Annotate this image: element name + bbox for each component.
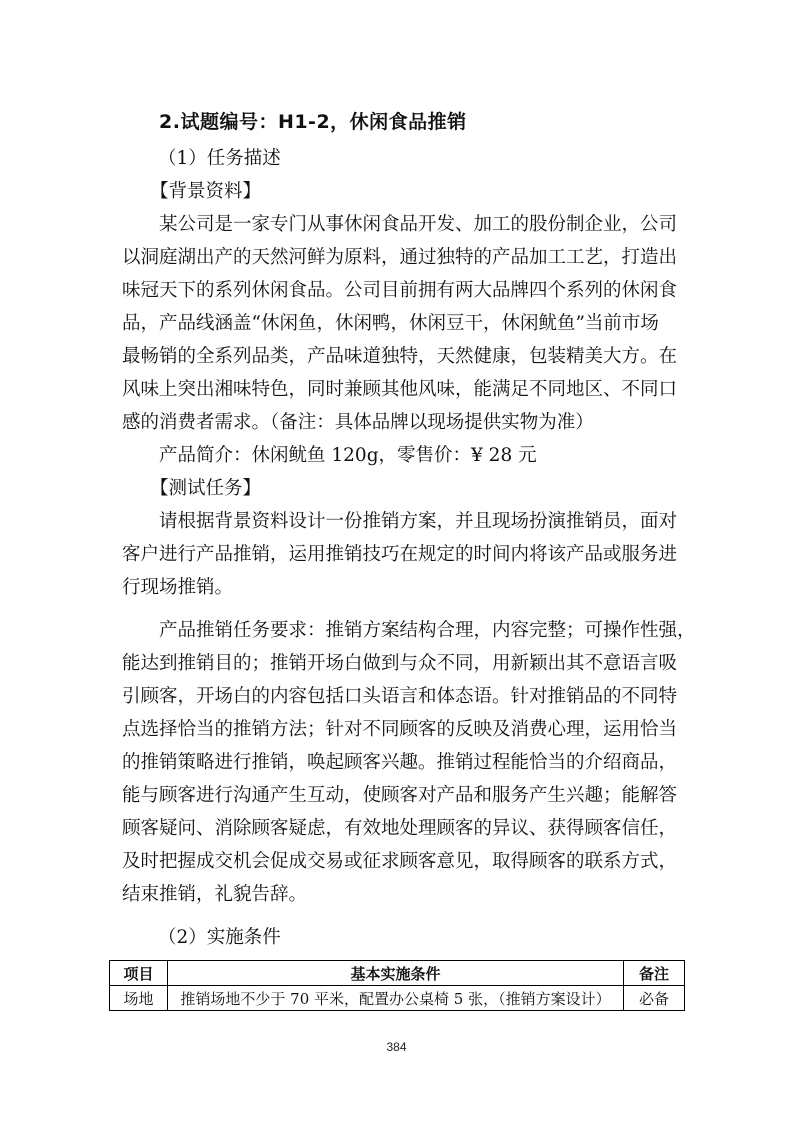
requirement-line: 顾客疑问、消除顾客疑虑，有效地处理顾客的异议、获得顾客信任， xyxy=(122,818,678,839)
table-cell: 场地 xyxy=(110,986,168,1011)
requirement-line: 的推销策略进行推销，唤起顾客兴趣。推销过程能恰当的介绍商品， xyxy=(122,752,678,773)
background-line: 以洞庭湖出产的天然河鲜为原料，通过独特的产品加工工艺，打造出 xyxy=(122,247,678,268)
page-number: 384 xyxy=(386,1040,407,1054)
requirement-line: 产品推销任务要求：推销方案结构合理，内容完整；可操作性强， xyxy=(159,620,696,641)
requirement-line: 点选择恰当的推销方法；针对不同顾客的反映及消费心理，运用恰当 xyxy=(122,719,678,740)
table-header-cell: 基本实施条件 xyxy=(168,961,624,986)
requirement-line: 及时把握成交机会促成交易或征求顾客意见，取得顾客的联系方式， xyxy=(122,851,678,872)
table-cell: 推销场地不少于 70 平米，配置办公桌椅 5 张，（推销方案设计） xyxy=(168,986,624,1011)
background-label: 【背景资料】 xyxy=(150,181,262,202)
background-line: 某公司是一家专门从事休闲食品开发、加工的股份制企业，公司 xyxy=(159,214,678,235)
table-header-cell: 项目 xyxy=(110,961,168,986)
product-intro: 产品简介：休闲鱿鱼 120g，零售价：¥ 28 元 xyxy=(159,445,537,466)
background-line: 品，产品线涵盖“休闲鱼，休闲鸭，休闲豆干，休闲鱿鱼”当前市场 xyxy=(122,313,659,334)
task-description-label: （1）任务描述 xyxy=(158,148,281,169)
background-line: 风味上突出湘味特色，同时兼顾其他风味，能满足不同地区、不同口 xyxy=(122,379,678,400)
requirement-line: 引顾客，开场白的内容包括口头语言和体态语。针对推销品的不同特 xyxy=(122,686,678,707)
requirement-line: 能达到推销目的；推销开场白做到与众不同，用新颖出其不意语言吸 xyxy=(122,653,678,674)
requirement-line: 结束推销，礼貌告辞。 xyxy=(122,884,308,905)
conditions-label: （2）实施条件 xyxy=(158,927,281,948)
test-task-label: 【测试任务】 xyxy=(150,478,262,499)
test-task-line: 客户进行产品推销，运用推销技巧在规定的时间内将该产品或服务进 xyxy=(122,544,678,565)
background-line: 味冠天下的系列休闲食品。公司目前拥有两大品牌四个系列的休闲食 xyxy=(122,280,678,301)
requirement-line: 能与顾客进行沟通产生互动，使顾客对产品和服务产生兴趣；能解答 xyxy=(122,785,678,806)
table-cell: 必备 xyxy=(624,986,685,1011)
table-header-cell: 备注 xyxy=(624,961,685,986)
test-task-line: 请根据背景资料设计一份推销方案，并且现场扮演推销员，面对 xyxy=(159,511,678,532)
background-line: 感的消费者需求。（备注：具体品牌以现场提供实物为准） xyxy=(122,412,594,433)
section-heading: 2.试题编号：H1-2，休闲食品推销 xyxy=(159,111,467,133)
table-header-row xyxy=(110,961,685,986)
test-task-line: 行现场推销。 xyxy=(122,577,234,598)
background-line: 最畅销的全系列品类，产品味道独特，天然健康，包装精美大方。在 xyxy=(122,346,678,367)
conditions-table xyxy=(109,960,685,1011)
table-row xyxy=(110,986,685,1011)
